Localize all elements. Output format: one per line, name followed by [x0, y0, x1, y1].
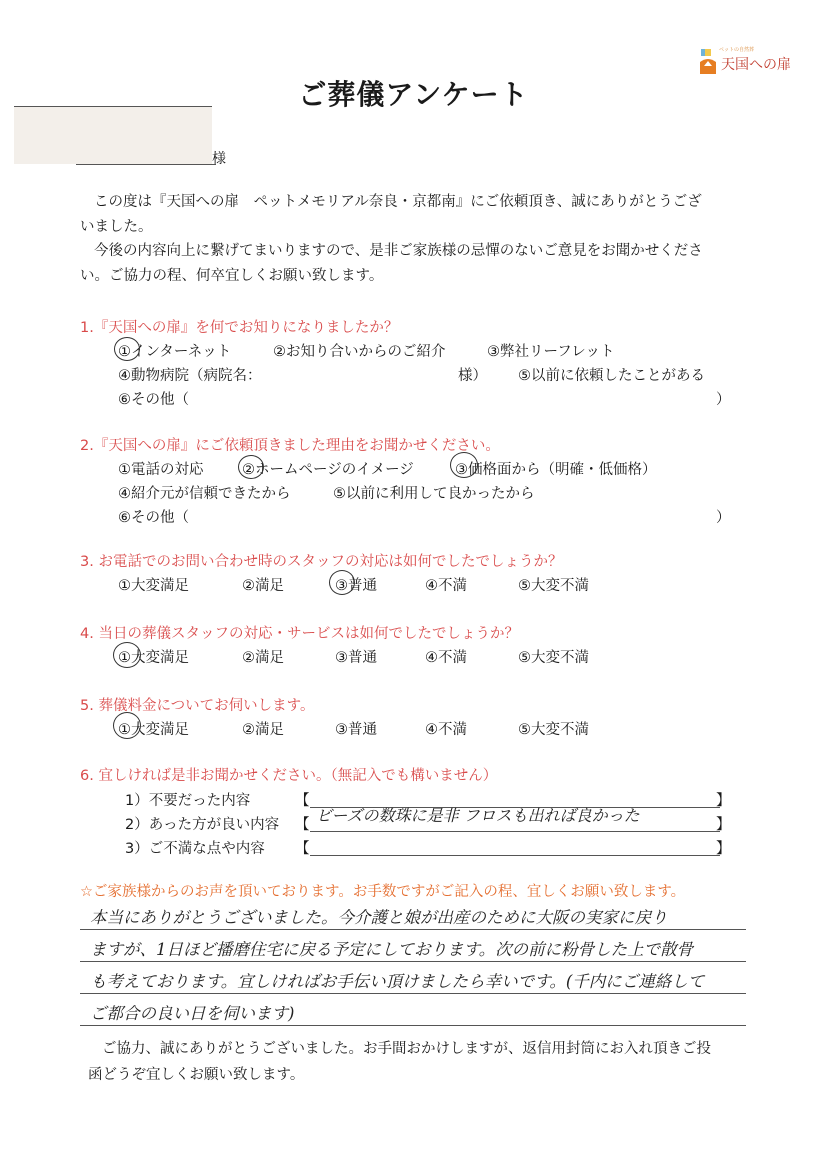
voice-line	[80, 929, 746, 930]
q6-row-2-handwritten-answer: ビーズの数珠に是非 フロスも出れば良かった	[316, 806, 640, 825]
q4-option-3[interactable]: ③普通	[335, 650, 377, 666]
name-underline	[76, 164, 216, 165]
q6-row-3-bracket-open: 【	[295, 841, 310, 857]
name-top-line	[14, 106, 212, 107]
company-logo	[697, 46, 807, 76]
voice-handwritten-line: 本当にありがとうございました。今介護と娘が出産のために大阪の実家に戻り	[90, 908, 668, 927]
closing-text	[88, 1036, 748, 1088]
logo-tagline: ペットの自然葬	[719, 47, 755, 53]
q2-option-2[interactable]: ②ホームページのイメージ	[242, 462, 414, 478]
q3-option-2[interactable]: ②満足	[242, 578, 284, 594]
closing-line: ご協力、誠にありがとうございました。お手間おかけしますが、返信用封筒にお入れ頂きご投	[102, 1041, 711, 1057]
question-3: 3. お電話でのお問い合わせ時のスタッフの対応は如何でしたでしょうか？	[80, 554, 563, 570]
q3-option-5[interactable]: ⑤大変不満	[518, 578, 589, 594]
q4-option-1[interactable]: ①大変満足	[118, 650, 189, 666]
selection-circle	[113, 642, 141, 668]
selection-circle	[113, 712, 141, 739]
q1-option-6[interactable]: ⑥その他（	[118, 392, 189, 408]
q6-row-2-line	[310, 831, 720, 832]
q2-option-5[interactable]: ⑤以前に利用して良かったから	[333, 486, 535, 502]
q6-row-1-label: 1）不要だった内容	[125, 793, 251, 809]
q1-option-4[interactable]: ④動物病院（病院名：	[118, 368, 262, 384]
voice-handwritten-line: ご都合の良い日を伺います)	[90, 1004, 295, 1023]
q6-row-2-bracket-close: 】	[716, 817, 731, 833]
redacted-name	[14, 106, 212, 164]
intro-line: 今後の内容向上に繋げてまいりますので、是非ご家族様の忌憚のないご意見をお聞かせくださ	[94, 243, 703, 259]
selection-circle	[238, 455, 264, 479]
closing-line: 函どうぞ宜しくお願い致します。	[88, 1067, 305, 1083]
voice-line	[80, 961, 746, 962]
question-4: 4. 当日の葬儀スタッフの対応・サービスは如何でしたでしょうか？	[80, 626, 519, 642]
question-1: 1.『天国への扉』を何でお知りになりましたか？	[80, 320, 399, 336]
q1-option-4-suffix: 様）	[458, 368, 487, 384]
selection-circle	[450, 452, 478, 478]
q6-row-2-bracket-open: 【	[295, 817, 310, 833]
q3-option-4[interactable]: ④不満	[425, 578, 467, 594]
q3-option-1[interactable]: ①大変満足	[118, 578, 189, 594]
question-6: 6. 宜しければ是非お聞かせください。（無記入でも構いません）	[80, 768, 498, 784]
voice-line	[80, 1025, 746, 1026]
q2-option-6[interactable]: ⑥その他（	[118, 510, 189, 526]
recipient-suffix: 様	[212, 151, 226, 167]
q1-option-2[interactable]: ②お知り合いからのご紹介	[273, 344, 446, 360]
q5-option-2[interactable]: ②満足	[242, 722, 284, 738]
q6-row-1-bracket-open: 【	[295, 793, 310, 809]
q5-option-5[interactable]: ⑤大変不満	[518, 722, 589, 738]
q3-option-3[interactable]: ③普通	[335, 578, 377, 594]
question-5: 5. 葬儀料金についてお伺いします。	[80, 698, 315, 714]
q2-option-1[interactable]: ①電話の対応	[118, 462, 204, 478]
q2-option-6-close: ）	[716, 510, 731, 526]
q5-option-4[interactable]: ④不満	[425, 722, 467, 738]
q1-option-6-close: ）	[716, 392, 731, 408]
q1-option-1[interactable]: ①インターネット	[118, 344, 232, 360]
question-2: 2.『天国への扉』にご依頼頂きました理由をお聞かせください。	[80, 438, 500, 454]
q2-option-4[interactable]: ④紹介元が信頼できたから	[118, 486, 291, 502]
intro-text	[80, 190, 750, 288]
q4-option-4[interactable]: ④不満	[425, 650, 467, 666]
logo-name: 天国への扉	[721, 57, 791, 73]
intro-line: この度は『天国への扉 ペットメモリアル奈良・京都南』にご依頼頂き、誠にありがとうござ	[94, 194, 702, 210]
door-logo-icon	[697, 46, 719, 76]
q6-row-1-bracket-close: 】	[716, 793, 731, 809]
q6-row-3-bracket-close: 】	[716, 841, 731, 857]
q5-option-3[interactable]: ③普通	[335, 722, 377, 738]
selection-circle	[329, 570, 355, 595]
voice-line	[80, 993, 746, 994]
intro-line: いました。	[80, 218, 153, 235]
q6-row-2-label: 2）あった方が良い内容	[125, 817, 280, 833]
q4-option-5[interactable]: ⑤大変不満	[518, 650, 589, 666]
q2-option-3[interactable]: ③価格面から（明確・低価格）	[455, 462, 657, 478]
intro-line: い。ご協力の程、何卒宜しくお願い致します。	[80, 267, 384, 284]
voice-handwritten-line: ますが、1日ほど播磨住宅に戻る予定にしております。次の前に粉骨した上で散骨	[90, 940, 694, 959]
q6-row-3-label: 3）ご不満な点や内容	[125, 841, 265, 857]
voices-heading: ☆ご家族様からのお声を頂いております。お手数ですがご記入の程、宜しくお願い致します。	[80, 884, 686, 900]
q6-row-3-line	[310, 855, 720, 856]
voice-handwritten-line: も考えております。宜しければお手伝い頂けましたら幸いです。(千内にご連絡して	[90, 972, 705, 991]
selection-circle	[114, 337, 140, 361]
q5-option-1[interactable]: ①大変満足	[118, 722, 189, 738]
q4-option-2[interactable]: ②満足	[242, 650, 284, 666]
q1-option-3[interactable]: ③弊社リーフレット	[487, 344, 615, 360]
q1-option-5[interactable]: ⑤以前に依頼したことがある	[518, 368, 705, 384]
page-title: ご葬儀アンケート	[298, 78, 529, 111]
